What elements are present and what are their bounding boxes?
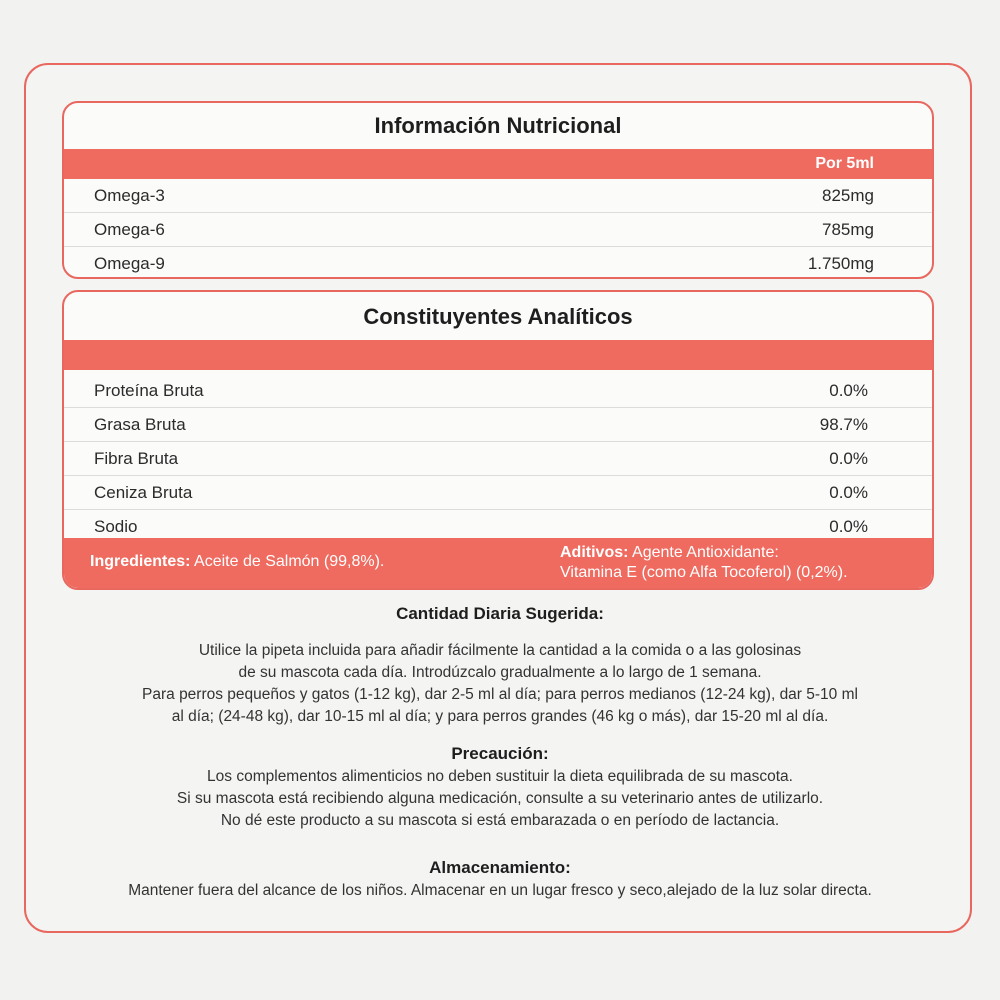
additives-value-line1: Agente Antioxidante: <box>632 544 779 561</box>
row-label: Grasa Bruta <box>94 414 186 434</box>
row-value: 1.750mg <box>807 253 874 273</box>
table-row <box>64 476 932 510</box>
table-row <box>64 442 932 476</box>
nutrition-title: Información Nutricional <box>374 113 622 138</box>
row-value: 0.0% <box>829 380 868 400</box>
storage-text: Mantener fuera del alcance de los niños. Almacenar en un lugar fresco y seco,alejado de la luz solar directa. <box>128 882 872 899</box>
row-label: Sodio <box>94 516 138 536</box>
storage-section <box>40 858 960 902</box>
ingredients <box>90 553 384 571</box>
row-value: 0.0% <box>829 482 868 502</box>
analytical-title: Constituyentes Analíticos <box>363 304 633 329</box>
caution-title: Precaución: <box>451 744 549 763</box>
dosage-line: Utilice la pipeta incluida para añadir fácilmente la cantidad a la comida o a las golosinas <box>198 642 802 659</box>
additives-value-line2: Vitamina E (como Alfa Tocoferol) (0,2%). <box>560 564 848 581</box>
dosage-title: Cantidad Diaria Sugerida: <box>396 604 604 623</box>
analytical-table <box>62 290 934 590</box>
table-row <box>64 213 932 247</box>
caution-line: No dé este producto a su mascota si está embarazada o en período de lactancia. <box>220 812 780 829</box>
row-label: Omega-6 <box>94 219 165 239</box>
caution-line: Los complementos alimenticios no deben sustituir la dieta equilibrada de su mascota. <box>207 768 793 785</box>
row-label: Omega-3 <box>94 185 165 205</box>
row-value: 825mg <box>822 185 874 205</box>
nutrition-rows <box>64 179 932 279</box>
dosage-line: Para perros pequeños y gatos (1-12 kg), dar 2-5 ml al día; para perros medianos (12-24 kg), dar 5-10 ml <box>142 686 858 703</box>
dosage-section <box>40 604 960 728</box>
ingredients-label: Ingredientes: <box>90 553 191 570</box>
storage-title: Almacenamiento: <box>429 858 571 877</box>
dosage-line: de su mascota cada día. Introdúzcalo gradualmente a lo largo de 1 semana. <box>238 664 762 681</box>
row-value: 785mg <box>822 219 874 239</box>
nutrition-column-header: Por 5ml <box>64 149 932 179</box>
row-value: 0.0% <box>829 516 868 536</box>
row-value: 0.0% <box>829 448 868 468</box>
table-row <box>64 179 932 213</box>
row-label: Proteína Bruta <box>94 380 204 400</box>
caution-section <box>40 744 960 832</box>
row-label: Fibra Bruta <box>94 448 179 468</box>
nutrition-table <box>62 101 934 279</box>
ingredients-value: Aceite de Salmón (99,8%). <box>194 553 385 570</box>
row-label: Omega-9 <box>94 253 165 273</box>
table-row <box>64 247 932 279</box>
ingredients-band <box>64 538 932 588</box>
table-row <box>64 408 932 442</box>
dosage-line: al día; (24-48 kg), dar 10-15 ml al día; y para perros grandes (46 kg o más), dar 15-20 ml al día. <box>171 708 829 725</box>
additives <box>560 543 848 583</box>
caution-line: Si su mascota está recibiendo alguna medicación, consulte a su veterinario antes de utilizarlo. <box>176 790 824 807</box>
additives-label: Aditivos: <box>560 544 629 561</box>
row-label: Ceniza Bruta <box>94 482 193 502</box>
table-row <box>64 374 932 408</box>
analytical-header-band <box>64 340 932 370</box>
analytical-rows <box>64 370 932 543</box>
row-value: 98.7% <box>819 414 868 434</box>
